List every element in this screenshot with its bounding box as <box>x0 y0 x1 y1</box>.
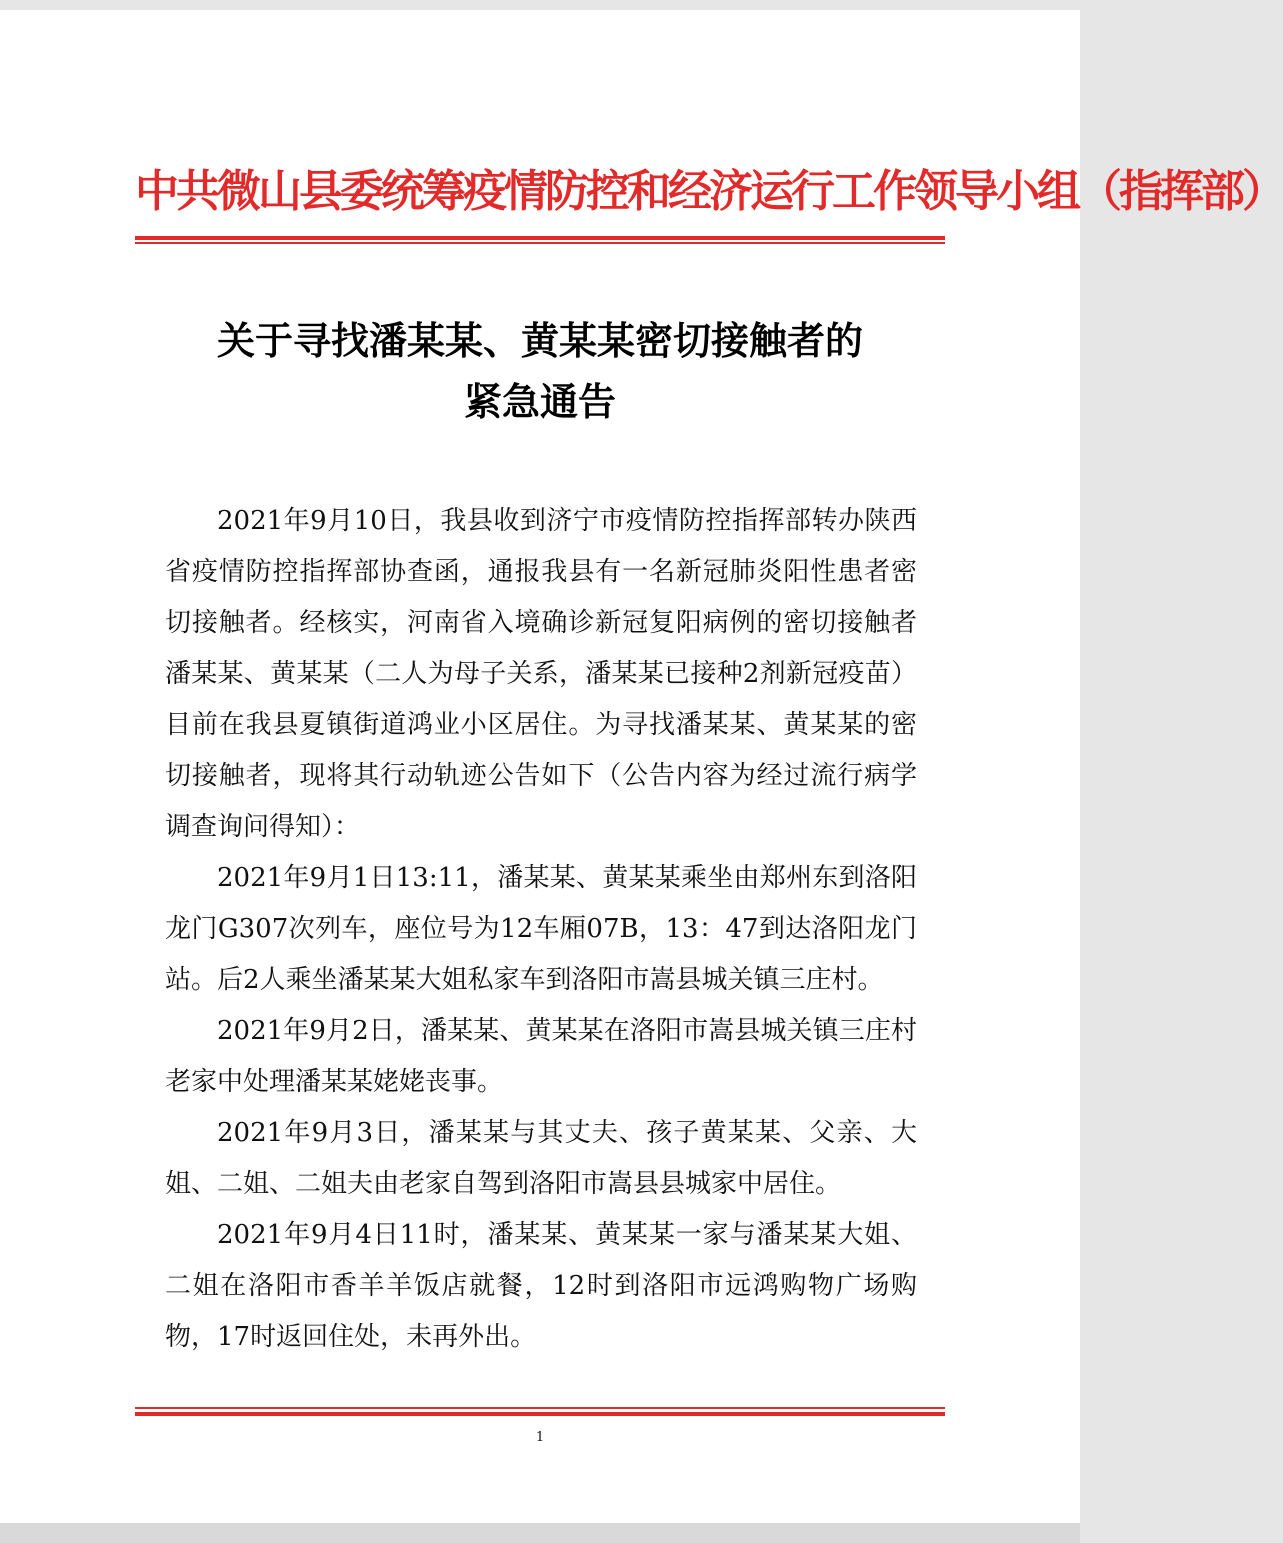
footer-rule-thick <box>135 1412 945 1416</box>
footer-rule-thin <box>135 1407 945 1409</box>
notice-body <box>165 496 917 1363</box>
notice-title-line-2: 紧急通告 <box>463 379 616 424</box>
paragraph-sep-1: 2021年9月1日13:11，潘某某、黄某某乘坐由郑州东到洛阳龙门G307次列车，座位号为12车厢07B，13：47到达洛阳龙门站。后2人乘坐潘某某大姐私家车到洛阳市嵩县城关镇三庄村。 <box>165 863 917 995</box>
paragraph-sep-4: 2021年9月4日11时，潘某某、黄某某一家与潘某某大姐、二姐在洛阳市香羊羊饭店就餐，12时到洛阳市远鸿购物广场购物，17时返回住处，未再外出。 <box>165 1220 917 1352</box>
issuing-organization-header: 中共微山县委统筹疫情防控和经济运行工作领导小组（指挥部） <box>135 166 1283 217</box>
header-rule-thick <box>135 236 945 240</box>
paragraph-sep-2: 2021年9月2日，潘某某、黄某某在洛阳市嵩县城关镇三庄村老家中处理潘某某姥姥丧事。 <box>165 1016 917 1097</box>
page-number: 1 <box>535 1430 545 1445</box>
header-rule-thin <box>135 242 945 244</box>
viewer-bottom-bar <box>0 1523 1080 1543</box>
notice-title-line-1: 关于寻找潘某某、黄某某密切接触者的 <box>216 318 863 363</box>
paragraph-intro: 2021年9月10日，我县收到济宁市疫情防控指挥部转办陕西省疫情防控指挥部协查函，通报我县有一名新冠肺炎阳性患者密切接触者。经核实，河南省入境确诊新冠复阳病例的密切接触者潘某某、黄某某（二人为母子关系，潘某某已接种2剂新冠疫苗）目前在我县夏镇街道鸿业小区居住。为寻找潘某某、黄某某的密切接触者，现将其行动轨迹公告如下（公告内容为经过流行病学调查询问得知）： <box>165 506 917 842</box>
paragraph-sep-3: 2021年9月3日，潘某某与其丈夫、孩子黄某某、父亲、大姐、二姐、二姐夫由老家自驾到洛阳市嵩县县城家中居住。 <box>165 1118 917 1199</box>
